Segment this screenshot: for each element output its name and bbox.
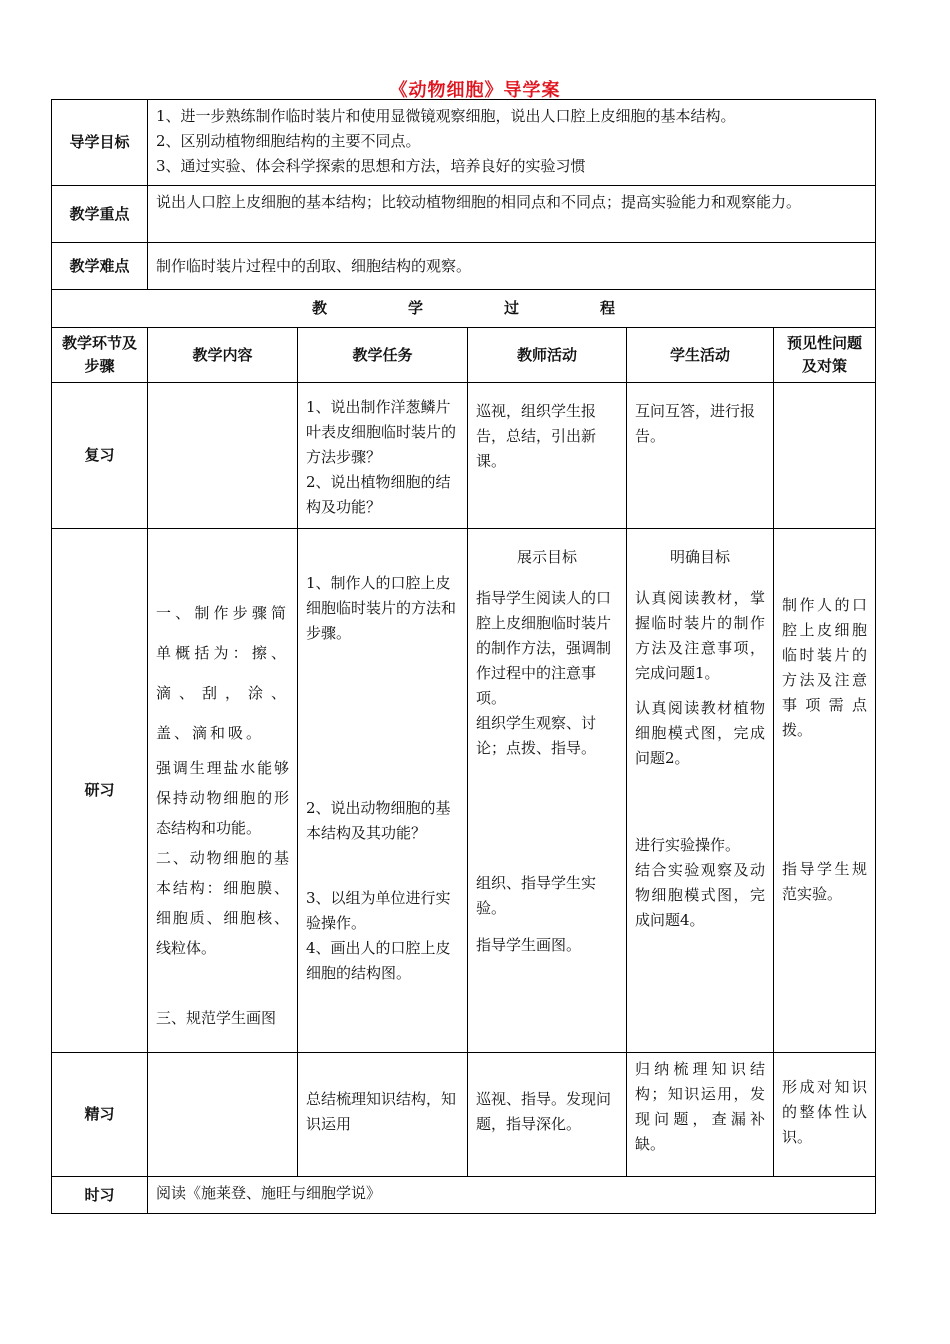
review-content (148, 383, 298, 529)
process-char: 教 (311, 299, 327, 317)
study-task-item: 1、制作人的口腔上皮细胞临时装片的方法和步骤。 (306, 574, 457, 642)
study-teacher-item: 指导学生阅读人的口腔上皮细胞临时装片的制作方法，强调制作过程中的注意事项。 (476, 589, 612, 707)
col-content: 教学内容 (148, 328, 298, 383)
objective-item: 3、通过实验、体会科学探索的思想和方法，培养良好的实验习惯 (156, 157, 586, 175)
practice-stage: 精习 (52, 1053, 148, 1177)
study-student-item: 进行实验操作。 (635, 836, 741, 854)
review-stage: 复习 (52, 383, 148, 529)
study-teacher-item: 展示目标 (516, 548, 577, 566)
col-step: 教学环节及步骤 (52, 328, 148, 383)
difficulties-row (52, 243, 876, 290)
practice-row (52, 1053, 876, 1177)
process-header (52, 290, 876, 328)
study-student-item: 认真阅读教材，掌握临时装片的制作方法及注意事项，完成问题1。 (635, 589, 765, 682)
study-teacher (468, 529, 627, 1053)
page-title: 《动物细胞》导学案 (389, 80, 561, 101)
study-teacher-item: 组织学生观察、讨论；点拨、指导。 (476, 714, 597, 757)
study-student-item: 结合实验观察及动物细胞模式图，完成问题4。 (635, 861, 765, 929)
review-issues (774, 383, 876, 529)
study-student-item: 明确目标 (669, 548, 730, 566)
study-content-item: 强调生理盐水能够保持动物细胞的形态结构和功能。 (156, 759, 289, 837)
homework-text: 阅读《施莱登、施旺与细胞学说》 (148, 1177, 876, 1214)
key-points-row (52, 186, 876, 243)
study-teacher-item: 指导学生画图。 (476, 936, 582, 954)
practice-issues: 形成对知识的整体性认识。 (774, 1053, 876, 1177)
study-issues-item: 制作人的口腔上皮细胞临时装片的方法及注意事项需点拨。 (782, 596, 867, 739)
objective-item: 1、进一步熟练制作临时装片和使用显微镜观察细胞，说出人口腔上皮细胞的基本结构。 (156, 107, 736, 125)
key-points-label: 教学重点 (52, 186, 148, 243)
key-points-text: 说出人口腔上皮细胞的基本结构；比较动植物细胞的相同点和不同点；提高实验能力和观察能力。 (148, 186, 876, 243)
study-issues-item: 指导学生规范实验。 (782, 860, 867, 903)
study-teacher-item: 组织、指导学生实验。 (476, 874, 597, 917)
col-teacher: 教师活动 (468, 328, 627, 383)
process-char: 过 (503, 299, 519, 317)
objectives-label: 导学目标 (52, 100, 148, 186)
objective-item: 2、区别动植物细胞结构的主要不同点。 (156, 132, 421, 150)
lesson-plan-table (51, 99, 876, 1214)
study-student (627, 529, 774, 1053)
review-student: 互问互答，进行报告。 (627, 383, 774, 529)
homework-row (52, 1177, 876, 1214)
column-header-row (52, 328, 876, 383)
difficulties-text: 制作临时装片过程中的刮取、细胞结构的观察。 (148, 243, 876, 290)
study-student-item: 认真阅读教材植物细胞模式图，完成问题2。 (635, 699, 765, 767)
process-char: 学 (407, 299, 423, 317)
study-content-item: 二、动物细胞的基本结构：细胞膜、细胞质、细胞核、线粒体。 (156, 849, 289, 957)
review-task (298, 383, 468, 529)
review-teacher: 巡视，组织学生报告，总结，引出新课。 (468, 383, 627, 529)
homework-stage: 时习 (52, 1177, 148, 1214)
study-task (298, 529, 468, 1053)
study-task-item: 2、说出动物细胞的基本结构及其功能？ (306, 799, 451, 842)
study-issues (774, 529, 876, 1053)
objectives-cell (148, 100, 876, 186)
study-task-item: 3、以组为单位进行实验操作。 (306, 889, 451, 932)
practice-content (148, 1053, 298, 1177)
study-row (52, 529, 876, 1053)
review-row (52, 383, 876, 529)
col-student: 学生活动 (627, 328, 774, 383)
col-task: 教学任务 (298, 328, 468, 383)
practice-teacher: 巡视、指导。发现问题，指导深化。 (468, 1053, 627, 1177)
col-issues: 预见性问题及对策 (774, 328, 876, 383)
review-task-item: 1、说出制作洋葱鳞片叶表皮细胞临时装片的方法步骤？ (306, 398, 457, 466)
study-content-item: 三、规范学生画图 (156, 1009, 277, 1027)
practice-student: 归纳梳理知识结构；知识运用，发现问题，查漏补缺。 (627, 1053, 774, 1177)
process-char: 程 (599, 299, 615, 317)
difficulties-label: 教学难点 (52, 243, 148, 290)
objectives-row (52, 100, 876, 186)
study-stage: 研习 (52, 529, 148, 1053)
study-content (148, 529, 298, 1053)
process-header-row (52, 290, 876, 328)
study-task-item: 4、画出人的口腔上皮细胞的结构图。 (306, 939, 451, 982)
study-content-item: 一、制作步骤简单概括为：擦、滴、刮，涂、盖、滴和吸。 (156, 604, 289, 742)
review-task-item: 2、说出植物细胞的结构及功能？ (306, 473, 451, 516)
practice-task: 总结梳理知识结构，知识运用 (298, 1053, 468, 1177)
